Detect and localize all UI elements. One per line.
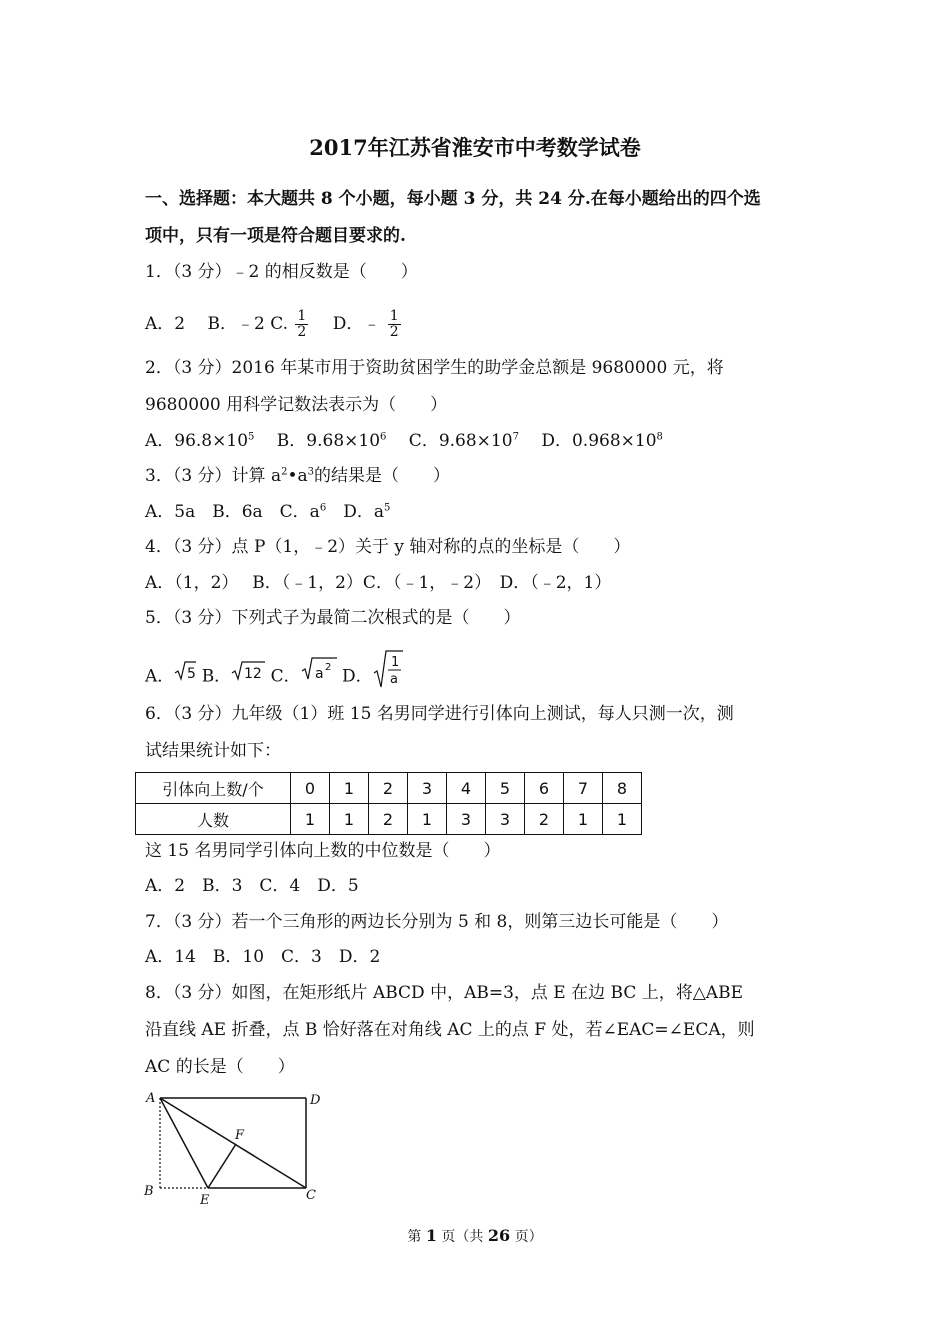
q1-options-text: A．2 B．﹣2 C.: [145, 314, 289, 334]
table-cell: 1: [408, 804, 447, 835]
table-cell: 1: [603, 804, 642, 835]
footer-total-pages: 26: [487, 1226, 511, 1245]
page-title: 2017年江苏省淮安市中考数学试卷: [309, 135, 641, 160]
footer-post: 页）: [510, 1229, 543, 1245]
q5-sqrt-d: [373, 649, 403, 705]
table-row: [136, 773, 642, 804]
question-3-stem: [145, 465, 450, 487]
question-8-stem-1: 8．（3 分）如图，在矩形纸片 ABCD 中，AB=3，点 E 在边 BC 上，将△ABE: [145, 983, 743, 1003]
q1-d-numerator: 1: [389, 308, 399, 324]
q3-exp-c: 6: [319, 502, 327, 514]
q5-radicand-c: a: [314, 666, 324, 682]
table-cell: 1: [330, 804, 369, 835]
question-3-options: [145, 501, 390, 523]
table-cell: 7: [564, 773, 603, 804]
label-e: E: [200, 1193, 210, 1208]
q2-option-b: B．9.68×10: [259, 431, 381, 451]
table-cell: 0: [291, 773, 330, 804]
q5-radicand-d-den: a: [389, 672, 398, 687]
q3-options-a: A．5a B．6a C．a: [145, 502, 320, 522]
q1-fraction-d: [388, 309, 401, 340]
q1-c-numerator: 1: [297, 308, 307, 324]
table-cell: 6: [525, 773, 564, 804]
footer-pre: 第: [407, 1229, 426, 1245]
table-cell: 2: [369, 773, 408, 804]
q5-option-a-label: A．: [145, 666, 175, 687]
segment-ae: [160, 1098, 208, 1188]
q5-option-b-label: B．: [201, 666, 232, 687]
footer-mid: 页（共: [436, 1229, 488, 1245]
q3-exp-2: 3: [307, 466, 314, 478]
label-d: D: [310, 1093, 321, 1108]
q5-radicand-c-exp: 2: [324, 662, 331, 673]
question-6-stem-1: 6．（3 分）九年级（1）班 15 名男同学进行引体向上测试，每人只测一次，测: [145, 704, 734, 724]
table-row-header-people: 人数: [136, 804, 291, 835]
question-2-options: [145, 430, 663, 452]
q1-d-denominator: 2: [389, 324, 399, 340]
table-row-header-pullups: 引体向上数/个: [136, 773, 291, 804]
q2-exp-b: 6: [380, 431, 387, 443]
question-2-stem-2: 9680000 用科学记数法表示为（ ）: [145, 395, 448, 415]
table-cell: 1: [291, 804, 330, 835]
table-cell: 1: [564, 804, 603, 835]
q5-radicand-d-num: 1: [390, 655, 399, 670]
question-7-stem: 7．（3 分）若一个三角形的两边长分别为 5 和 8，则第三边长可能是（ ）: [145, 912, 729, 932]
q2-option-c: C．9.68×10: [391, 431, 513, 451]
q2-exp-c: 7: [512, 431, 519, 443]
q1-c-denominator: 2: [297, 324, 307, 340]
question-1-stem: 1．（3 分）﹣2 的相反数是（ ）: [145, 262, 418, 282]
table-cell: 2: [369, 804, 408, 835]
table-cell: 3: [447, 804, 486, 835]
table-cell: 5: [486, 773, 525, 804]
table-cell: 4: [447, 773, 486, 804]
table-cell: 3: [486, 804, 525, 835]
question-8-stem-2: 沿直线 AE 折叠，点 B 恰好落在对角线 AC 上的点 F 处，若∠EAC=∠ECA，则: [145, 1020, 755, 1040]
q3-options-b: D．a: [326, 502, 384, 522]
q3-stem-b: •a: [287, 466, 308, 486]
table-cell: 8: [603, 773, 642, 804]
question-5-stem: 5．（3 分）下列式子为最简二次根式的是（ ）: [145, 608, 521, 628]
segment-ef: [208, 1144, 236, 1188]
q5-radicand-b: 12: [244, 666, 263, 682]
q5-sqrt-c: [301, 656, 337, 698]
q1-fraction-c: [295, 309, 308, 340]
q1-option-d-text: D．﹣: [315, 314, 381, 334]
label-f: F: [235, 1128, 245, 1143]
label-a: A: [146, 1091, 156, 1106]
q3-stem-a: 3．（3 分）计算 a: [145, 466, 282, 486]
question-6-stem-2: 试结果统计如下：: [145, 741, 281, 761]
rectangle-fold-figure: [138, 1086, 338, 1210]
q2-exp-a: 5: [248, 431, 255, 443]
pullup-results-table: [135, 772, 642, 835]
question-6-question: 这 15 名男同学引体向上数的中位数是（ ）: [145, 841, 501, 861]
question-8-stem-3: AC 的长是（ ）: [145, 1057, 295, 1077]
q3-exp-1: 2: [281, 466, 288, 478]
q5-sqrt-b: [231, 656, 265, 698]
q3-stem-c: 的结果是（ ）: [314, 466, 450, 486]
q5-option-d-label: D．: [342, 666, 373, 687]
q2-option-d: D．0.968×10: [524, 431, 657, 451]
page-footer: [0, 1226, 950, 1247]
question-4-options: A．（1，2） B．（﹣1，2）C．（﹣1，﹣2） D．（﹣2，1）: [145, 573, 612, 593]
label-c: C: [306, 1188, 316, 1203]
table-cell: 3: [408, 773, 447, 804]
question-5-options: [145, 649, 403, 691]
q2-option-a: A．96.8×10: [145, 431, 249, 451]
question-4-stem: 4．（3 分）点 P（1，﹣2）关于 y 轴对称的点的坐标是（ ）: [145, 537, 631, 557]
label-b: B: [144, 1184, 154, 1199]
diagonal-ac: [160, 1098, 306, 1188]
q3-exp-d: 5: [383, 502, 391, 514]
q5-option-c-label: C．: [270, 666, 301, 687]
section-heading-line-1: 一、选择题：本大题共 8 个小题，每小题 3 分，共 24 分.在每小题给出的四个选: [145, 189, 761, 209]
q5-radicand-a: 5: [187, 666, 197, 682]
q5-sqrt-a: [174, 656, 196, 698]
question-6-options: A．2 B．3 C．4 D．5: [145, 876, 359, 896]
question-7-options: A．14 B．10 C．3 D．2: [145, 947, 381, 967]
q2-exp-d: 8: [656, 431, 663, 443]
table-cell: 2: [525, 804, 564, 835]
table-cell: 1: [330, 773, 369, 804]
question-2-stem-1: 2．（3 分）2016 年某市用于资助贫困学生的助学金总额是 9680000 元，将: [145, 358, 724, 378]
table-row: [136, 804, 642, 835]
question-1-options: [145, 309, 403, 340]
section-heading-line-2: 项中，只有一项是符合题目要求的.: [145, 226, 406, 246]
footer-page-number: 1: [425, 1226, 437, 1245]
